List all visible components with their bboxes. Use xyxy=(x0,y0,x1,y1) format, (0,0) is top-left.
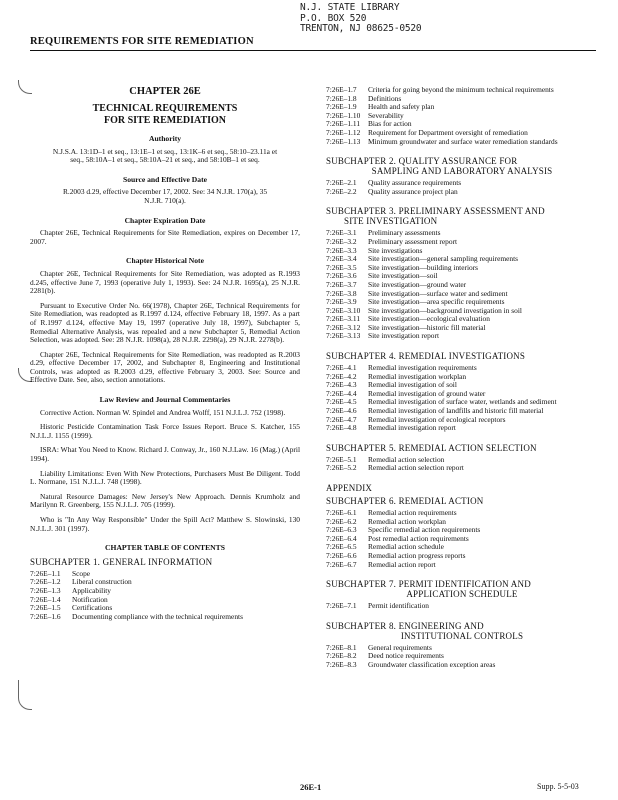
toc-section-number: 7:26E–4.6 xyxy=(326,406,357,416)
toc-item xyxy=(30,578,300,587)
toc-section-number: 7:26E–6.3 xyxy=(326,525,357,535)
source-text: R.2003 d.29, effective December 17, 2002. See: 34 N.J.R. 170(a), 35 N.J.R. 710(a). xyxy=(62,187,268,205)
toc-section-title: Remedial action report xyxy=(368,559,436,569)
toc-section-title: Site investigation report xyxy=(368,331,440,341)
header-rule xyxy=(30,50,596,51)
toc-section-number: 7:26E–1.3 xyxy=(30,585,61,595)
expiration-text: Chapter 26E, Technical Requirements for Site Remediation, expires on December 17, 2007. xyxy=(30,228,300,246)
toc-section-number: 7:26E–1.7 xyxy=(326,85,357,94)
expiration-heading: Chapter Expiration Date xyxy=(124,215,206,225)
toc-section-title: Remedial investigation workplan xyxy=(368,371,467,381)
toc-section-number: 7:26E–1.6 xyxy=(30,611,61,621)
toc-item xyxy=(326,86,598,95)
toc-section-title: Documenting compliance with the technical requirements xyxy=(72,611,243,621)
subchapter-3-list xyxy=(326,229,598,341)
subchapter-6-list xyxy=(326,509,598,569)
toc-item xyxy=(326,138,598,147)
chapter-title-line: TECHNICAL REQUIREMENTS xyxy=(92,103,238,114)
toc-item xyxy=(326,561,598,570)
toc-section-number: 7:26E–3.10 xyxy=(326,305,361,315)
subchapter-title-line: SUBCHAPTER 3. PRELIMINARY ASSESSMENT AND xyxy=(326,206,545,217)
toc-section-title: Remedial action schedule xyxy=(368,542,444,552)
toc-section-number: 7:26E–1.4 xyxy=(30,594,61,604)
subchapter-8-title xyxy=(326,621,598,641)
toc-section-title: Quality assurance requirements xyxy=(368,178,462,188)
toc-item xyxy=(326,509,598,518)
toc-section-title: Site investigation—historic fill material xyxy=(368,322,486,332)
law-review-entry: ISRA: What You Need to Know. Richard J. Conway, Jr., 160 N.J.Law. 16 (Mag.) (April 1994). xyxy=(30,445,300,464)
toc-section-number: 7:26E–1.8 xyxy=(326,93,357,103)
toc-section-number: 7:26E–3.11 xyxy=(326,314,361,324)
toc-item xyxy=(326,103,598,112)
law-review-entry: Who is "In Any Way Responsible" Under the Spill Act? Matthew S. Slowinski, 130 N.J.L.J. 301 (1997). xyxy=(30,515,300,533)
toc-section-number: 7:26E–3.4 xyxy=(326,254,357,264)
toc-item xyxy=(326,188,598,197)
appendix-label: APPENDIX xyxy=(326,483,373,493)
toc-section-title: Remedial action selection report xyxy=(368,463,464,473)
toc-section-title: Site investigation—building interiors xyxy=(368,262,479,272)
subchapter-title-line: SUBCHAPTER 2. QUALITY ASSURANCE FOR xyxy=(326,156,518,167)
toc-section-number: 7:26E–6.2 xyxy=(326,516,357,526)
toc-section-title: Remedial action workplan xyxy=(368,516,446,526)
toc-section-title: Definitions xyxy=(368,93,402,103)
toc-section-title: Remedial investigation of ground water xyxy=(368,388,486,398)
toc-item xyxy=(326,95,598,104)
chapter-number: CHAPTER 26E xyxy=(129,86,201,97)
toc-section-number: 7:26E–1.1 xyxy=(30,568,61,578)
history-paragraph: Chapter 26E, Technical Requirements for Site Remediation, was adopted as R.1993 d.245, effective June 7, 1993 (operative July 1, 1993). See: 24 N.J.R. 1695(a), 25 N.J.R. 2281(b). xyxy=(30,268,300,296)
toc-item xyxy=(326,373,598,382)
toc-item xyxy=(326,416,598,425)
subchapter-4-list xyxy=(326,364,598,433)
toc-section-title: Liberal construction xyxy=(72,577,132,587)
subchapter-2-list xyxy=(326,179,598,196)
toc-section-number: 7:26E–4.8 xyxy=(326,423,357,433)
toc-section-number: 7:26E–4.7 xyxy=(326,414,357,424)
toc-section-title: Health and safety plan xyxy=(368,102,435,112)
toc-section-number: 7:26E–2.2 xyxy=(326,186,357,196)
toc-item xyxy=(326,424,598,433)
toc-section-number: 7:26E–3.1 xyxy=(326,228,357,238)
toc-section-number: 7:26E–8.1 xyxy=(326,642,357,652)
history-heading: Chapter Historical Note xyxy=(126,256,204,266)
law-review-entry: Natural Resource Damages: New Jersey's New Approach. Dennis Krumholz and Marilynn R. Greenberg, 155 N.J.L.J. 705 (1999). xyxy=(30,491,300,510)
toc-item xyxy=(30,587,300,596)
subchapter-1-title: SUBCHAPTER 1. GENERAL INFORMATION xyxy=(30,556,213,567)
toc-section-title: Bias for action xyxy=(368,119,412,129)
toc-section-number: 7:26E–1.2 xyxy=(30,577,61,587)
page-number: 26E-1 xyxy=(300,782,322,792)
toc-section-number: 7:26E–2.1 xyxy=(326,178,357,188)
law-review-entry: Liability Limitations: Even With New Protections, Purchasers Must Be Diligent. Todd L. Normane, 151 N.J.L.J. 748 (1998). xyxy=(30,468,300,487)
toc-section-number: 7:26E–8.3 xyxy=(326,659,357,669)
toc-section-title: Criteria for going beyond the minimum technical requirements xyxy=(368,85,554,94)
subchapter-2-title xyxy=(326,156,598,176)
subchapter-title-line: SAMPLING AND LABORATORY ANALYSIS xyxy=(371,166,553,177)
toc-section-title: Preliminary assessments xyxy=(368,228,441,238)
toc-section-title: Site investigation—ecological evaluation xyxy=(368,314,490,324)
subchapter-5-list xyxy=(326,456,598,473)
toc-item xyxy=(326,535,598,544)
toc-section-number: 7:26E–1.5 xyxy=(30,603,61,613)
toc-section-number: 7:26E–1.11 xyxy=(326,119,361,129)
toc-section-title: General requirements xyxy=(368,642,432,652)
subchapter-6-title: SUBCHAPTER 6. REMEDIAL ACTION xyxy=(326,496,484,506)
law-review-entry: Corrective Action. Norman W. Spindel and Andrea Wolff, 151 N.J.L.J. 752 (1998). xyxy=(40,407,286,417)
toc-section-title: Remedial action requirements xyxy=(368,508,457,517)
subchapter-1-list xyxy=(30,570,300,622)
toc-section-number: 7:26E–3.13 xyxy=(326,331,361,341)
toc-section-title: Site investigation—soil xyxy=(368,271,438,281)
subchapter-3-title xyxy=(326,206,598,226)
toc-section-title: Scope xyxy=(72,568,91,578)
toc-section-title: Remedial investigation of ecological receptors xyxy=(368,414,506,424)
library-stamp xyxy=(300,3,421,35)
toc-section-title: Remedial investigation requirements xyxy=(368,363,477,373)
subchapter-title-line: SUBCHAPTER 8. ENGINEERING AND xyxy=(326,620,484,631)
toc-section-title: Certifications xyxy=(72,603,113,613)
source-heading: Source and Effective Date xyxy=(122,174,207,184)
history-paragraph: Chapter 26E, Technical Requirements for Site Remediation, was readopted as R.2003 d.29, effective December 17, 2002, and Subchapter 8, Engineering and Institutional Controls, was adopted as R.2003 d.29, effective February 3, 2003. See: Source and Effective Date. See, also, section annotations. xyxy=(30,349,300,385)
toc-section-title: Post remedial action requirements xyxy=(368,533,469,543)
subchapter-title-line: SITE INVESTIGATION xyxy=(344,216,438,227)
toc-section-title: Site investigations xyxy=(368,245,423,255)
subchapter-4-title: SUBCHAPTER 4. REMEDIAL INVESTIGATIONS xyxy=(326,351,526,362)
toc-section-number: 7:26E–6.4 xyxy=(326,533,357,543)
law-review-heading: Law Review and Journal Commentaries xyxy=(99,395,231,405)
toc-section-title: Permit identification xyxy=(368,601,429,611)
toc-section-number: 7:26E–4.2 xyxy=(326,371,357,381)
stamp-line: TRENTON, NJ 08625-0520 xyxy=(300,23,422,34)
toc-section-title: Remedial action progress reports xyxy=(368,550,466,560)
toc-item xyxy=(326,238,598,247)
toc-item xyxy=(30,613,300,622)
toc-section-title: Remedial investigation of landfills and historic fill material xyxy=(368,406,544,416)
toc-item xyxy=(326,602,598,611)
subchapter-title-line: SUBCHAPTER 7. PERMIT IDENTIFICATION AND xyxy=(326,579,531,590)
subchapter-7-title xyxy=(326,579,598,599)
toc-section-number: 7:26E–4.1 xyxy=(326,363,357,373)
subchapter-1-continued-list xyxy=(326,86,598,146)
toc-section-title: Notification xyxy=(72,594,108,604)
toc-section-title: Severability xyxy=(368,110,404,120)
toc-section-title: Site investigation—ground water xyxy=(368,279,467,289)
toc-section-title: Minimum groundwater and surface water remediation standards xyxy=(368,136,558,146)
toc-section-title: Remedial investigation report xyxy=(368,423,456,433)
toc-section-number: 7:26E–6.7 xyxy=(326,559,357,569)
toc-section-title: Deed notice requirements xyxy=(368,651,444,661)
toc-section-number: 7:26E–3.12 xyxy=(326,322,361,332)
toc-item xyxy=(326,332,598,341)
toc-section-title: Requirement for Department oversight of remediation xyxy=(368,127,528,137)
chapter-title-line: FOR SITE REMEDIATION xyxy=(103,115,227,126)
history-paragraph: Pursuant to Executive Order No. 66(1978), Chapter 26E, Technical Requirements for Site Remediation, was readopted as R.1997 d.124, effective February 18, 1997. As a part of R.1997 d.124, effective May 19, 1997 (operative July 18, 1997), Subchapter 5, Remedial Alternative Analysis, was repealed and a new Subchapter 5, Remedial Action Selection, was adopted. See: 28 N.J.R. 1098(a), 28 N.J.R. 2298(a), 29 N.J.R. 2278(b). xyxy=(30,300,300,345)
toc-section-number: 7:26E–7.1 xyxy=(326,601,357,611)
toc-item xyxy=(326,644,598,653)
toc-section-title: Remedial investigation of soil xyxy=(368,380,457,390)
toc-section-number: 7:26E–1.13 xyxy=(326,136,361,146)
toc-section-number: 7:26E–5.2 xyxy=(326,463,357,473)
toc-section-number: 7:26E–3.5 xyxy=(326,262,357,272)
toc-section-number: 7:26E–3.6 xyxy=(326,271,357,281)
right-column xyxy=(326,86,598,670)
toc-section-number: 7:26E–6.1 xyxy=(326,508,357,517)
toc-item xyxy=(326,324,598,333)
toc-section-title: Remedial action selection xyxy=(368,454,445,464)
authority-heading: Authority xyxy=(148,134,182,143)
toc-section-title: Site investigation—general sampling requirements xyxy=(368,254,519,264)
subchapter-7-list xyxy=(326,602,598,611)
toc-section-title: Specific remedial action requirements xyxy=(368,525,481,535)
toc-section-number: 7:26E–1.12 xyxy=(326,127,361,137)
toc-section-number: 7:26E–3.8 xyxy=(326,288,357,298)
toc-section-title: Remedial investigation of surface water, wetlands and sediment xyxy=(368,397,557,407)
toc-section-number: 7:26E–4.4 xyxy=(326,388,357,398)
toc-section-title: Applicability xyxy=(72,585,111,595)
toc-section-number: 7:26E–6.6 xyxy=(326,550,357,560)
toc-section-number: 7:26E–4.5 xyxy=(326,397,357,407)
toc-item xyxy=(30,570,300,579)
toc-item xyxy=(326,264,598,273)
running-head: REQUIREMENTS FOR SITE REMEDIATION xyxy=(30,36,254,47)
toc-section-title: Site investigation—background investigation in soil xyxy=(368,305,522,315)
toc-section-number: 7:26E–8.2 xyxy=(326,651,357,661)
authority-text: N.J.S.A. 13:1D–1 et seq., 13:1E–1 et seq., 13:1K–6 et seq., 58:10–23.11a et seq., 58:10A–1 et seq., 58:10A–21 et seq., and 58:10B–1 et seq. xyxy=(52,146,278,165)
toc-section-number: 7:26E–3.7 xyxy=(326,279,357,289)
toc-section-title: Site investigation—area specific requirements xyxy=(368,297,505,307)
law-review-entry: Historic Pesticide Contamination Task Force Issues Report. Bruce S. Katcher, 155 N.J.L.J. 1155 (1999). xyxy=(30,422,300,440)
left-column xyxy=(30,86,300,621)
chapter-title xyxy=(30,103,300,127)
toc-item xyxy=(326,552,598,561)
toc-item xyxy=(326,112,598,121)
toc-section-number: 7:26E–5.1 xyxy=(326,454,357,464)
subchapter-title-line: INSTITUTIONAL CONTROLS xyxy=(400,630,524,641)
toc-section-title: Quality assurance project plan xyxy=(368,186,458,196)
toc-section-number: 7:26E–3.2 xyxy=(326,236,357,246)
toc-section-number: 7:26E–3.3 xyxy=(326,245,357,255)
toc-item xyxy=(326,464,598,473)
supplement-date: Supp. 5-5-03 xyxy=(537,782,579,791)
toc-item xyxy=(30,596,300,605)
toc-item xyxy=(326,229,598,238)
subchapter-5-title: SUBCHAPTER 5. REMEDIAL ACTION SELECTION xyxy=(326,442,537,453)
subchapter-8-list xyxy=(326,644,598,670)
subchapter-title-line: APPLICATION SCHEDULE xyxy=(406,589,518,600)
stamp-line: N.J. STATE LIBRARY xyxy=(300,2,400,13)
toc-section-number: 7:26E–1.10 xyxy=(326,110,361,120)
toc-section-number: 7:26E–4.3 xyxy=(326,380,357,390)
binder-hole-mark xyxy=(18,680,32,710)
toc-section-title: Groundwater classification exception areas xyxy=(368,659,496,669)
stamp-line: P.O. BOX 520 xyxy=(300,12,367,24)
toc-section-title: Preliminary assessment report xyxy=(368,236,458,246)
toc-section-number: 7:26E–6.5 xyxy=(326,542,357,552)
toc-section-number: 7:26E–3.9 xyxy=(326,297,357,307)
toc-heading: CHAPTER TABLE OF CONTENTS xyxy=(105,543,225,553)
toc-item xyxy=(326,661,598,670)
toc-section-number: 7:26E–1.9 xyxy=(326,102,357,112)
toc-item xyxy=(326,179,598,188)
toc-section-title: Site investigation—surface water and sediment xyxy=(368,288,508,298)
